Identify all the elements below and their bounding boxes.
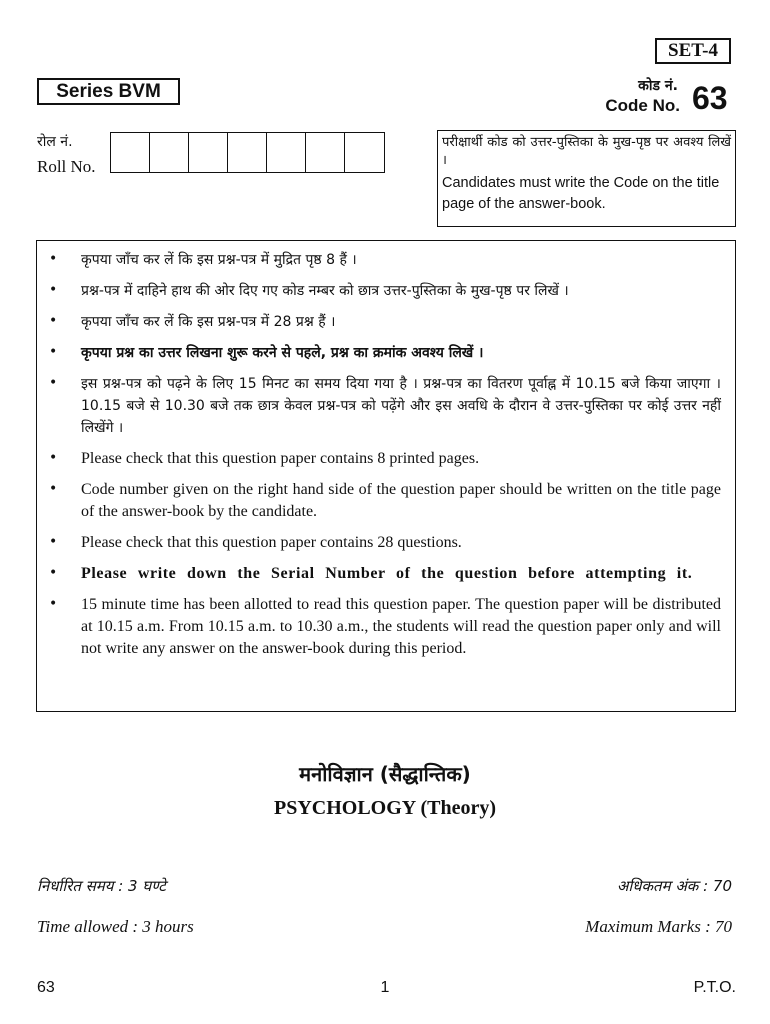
roll-number-box[interactable] bbox=[189, 133, 228, 172]
subject-title-english: PSYCHOLOGY (Theory) bbox=[273, 797, 497, 819]
instruction-text: 15 minute time has been allotted to read this question paper. The question paper will be distributed at 10.15 a.m. From 10.15 a.m. to 10.30 a.m., the students will read the question paper only and will not write any answer on the answer-book during this period. bbox=[81, 596, 721, 657]
instruction-text: Please check that this question paper contains 28 questions. bbox=[81, 534, 462, 551]
bullet-icon: • bbox=[49, 313, 58, 329]
bullet-icon: • bbox=[49, 251, 58, 267]
roll-label-english: Roll No. bbox=[37, 157, 96, 176]
code-label-english: Code No. bbox=[605, 96, 680, 115]
instruction-item bbox=[49, 532, 721, 554]
please-turn-over: P.T.O. bbox=[693, 979, 736, 996]
bullet-icon: • bbox=[49, 344, 58, 360]
roll-number-box[interactable] bbox=[228, 133, 267, 172]
candidate-note-hindi: परीक्षार्थी कोड को उत्तर-पुस्तिका के मुख-पृष्ठ पर अवश्य लिखें । bbox=[442, 135, 731, 168]
candidate-note-english: Candidates must write the Code on the title page of the answer-book. bbox=[442, 175, 720, 212]
instruction-item bbox=[49, 311, 721, 333]
bullet-icon: • bbox=[49, 282, 58, 298]
instruction-text: कृपया जाँच कर लें कि इस प्रश्न-पत्र में 28 प्रश्न हैं । bbox=[81, 314, 336, 330]
instruction-text: कृपया प्रश्न का उत्तर लिखना शुरू करने से पहले, प्रश्न का क्रमांक अवश्य लिखें । bbox=[81, 345, 484, 361]
roll-number-boxes bbox=[110, 132, 385, 173]
instruction-text: कृपया जाँच कर लें कि इस प्रश्न-पत्र में मुद्रित पृष्ठ 8 हैं । bbox=[81, 252, 357, 268]
time-allowed-hindi: निर्धारित समय : 3 घण्टे bbox=[37, 877, 166, 895]
series-label: Series BVM bbox=[37, 78, 180, 105]
code-label-hindi: कोड नं. bbox=[638, 78, 678, 94]
roll-number-box[interactable] bbox=[306, 133, 345, 172]
code-number: 63 bbox=[692, 80, 728, 116]
roll-number-box[interactable] bbox=[267, 133, 306, 172]
instruction-item bbox=[49, 373, 721, 439]
instructions-box bbox=[36, 240, 736, 712]
instruction-item bbox=[49, 479, 721, 523]
instruction-text: प्रश्न-पत्र में दाहिने हाथ की ओर दिए गए कोड नम्बर को छात्र उत्तर-पुस्तिका के मुख-पृष्ठ पर लिखें । bbox=[81, 283, 569, 299]
page-number: 1 bbox=[380, 979, 390, 996]
footer-code: 63 bbox=[37, 979, 55, 996]
instruction-text: Code number given on the right hand side of the question paper should be written on the title page of the answer-book by the candidate. bbox=[81, 481, 721, 520]
instruction-item bbox=[49, 280, 721, 302]
instruction-text: इस प्रश्न-पत्र को पढ़ने के लिए 15 मिनट का समय दिया गया है । प्रश्न-पत्र का वितरण पूर्वाह्न में 10.15 बजे किया जाएगा । 10.15 बजे से 10.30 बजे तक छात्र केवल प्रश्न-पत्र को पढ़ेंगे और इस अवधि के दौरान वे उत्तर-पुस्तिका पर कोई उत्तर नहीं लिखेंगे । bbox=[81, 376, 721, 436]
maximum-marks-english: Maximum Marks : 70 bbox=[585, 917, 732, 936]
bullet-icon: • bbox=[49, 375, 58, 391]
instruction-item bbox=[49, 448, 721, 470]
instruction-item bbox=[49, 249, 721, 271]
bullet-icon: • bbox=[49, 596, 58, 612]
bullet-icon: • bbox=[49, 450, 58, 466]
bullet-icon: • bbox=[49, 565, 58, 581]
roll-label-hindi: रोल नं. bbox=[37, 134, 73, 150]
instruction-text: Please check that this question paper contains 8 printed pages. bbox=[81, 450, 480, 467]
roll-number-box[interactable] bbox=[345, 133, 384, 172]
bullet-icon: • bbox=[49, 481, 58, 497]
subject-title-hindi: मनोविज्ञान (सैद्धान्तिक) bbox=[299, 762, 471, 786]
instruction-item bbox=[49, 563, 721, 585]
candidate-code-note bbox=[437, 130, 736, 227]
instruction-item bbox=[49, 594, 721, 660]
instruction-item bbox=[49, 342, 721, 364]
roll-number-box[interactable] bbox=[111, 133, 150, 172]
instruction-text: Please write down the Serial Number of the question before attempting it. bbox=[81, 565, 693, 582]
time-allowed-english: Time allowed : 3 hours bbox=[37, 917, 194, 936]
set-label: SET-4 bbox=[655, 38, 731, 64]
bullet-icon: • bbox=[49, 534, 58, 550]
roll-number-box[interactable] bbox=[150, 133, 189, 172]
maximum-marks-hindi: अधिकतम अंक : 70 bbox=[616, 877, 732, 895]
